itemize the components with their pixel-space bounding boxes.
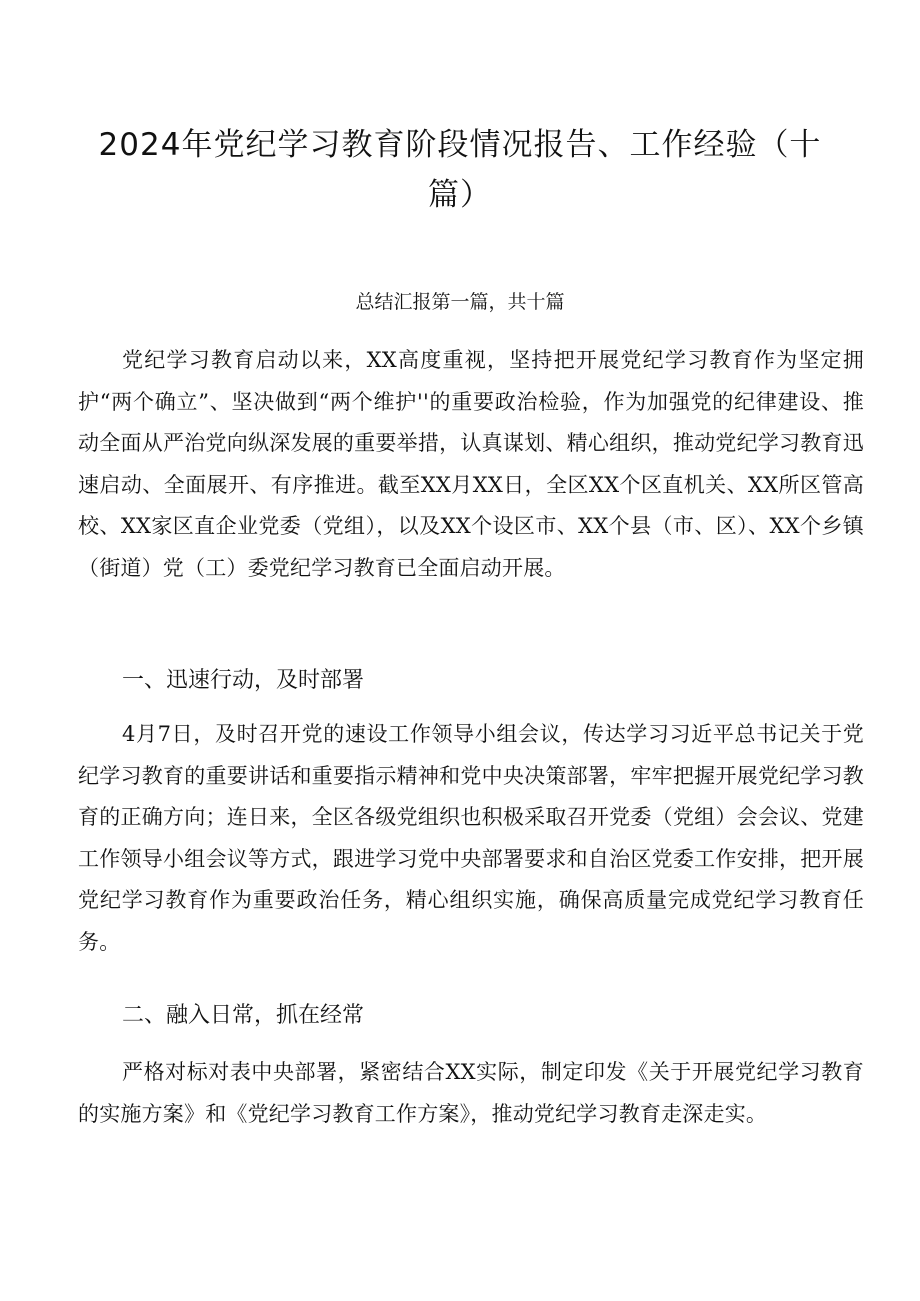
body-paragraph-3: 严格对标对表中央部署，紧密结合XX实际，制定印发《关于开展党纪学习教育的实施方案》和《党纪学习教育工作方案》，推动党纪学习教育走深走实。 (78, 1060, 864, 1126)
document-title: 2024年党纪学习教育阶段情况报告、工作经验（十篇） (98, 127, 822, 213)
section-heading-1: 一、迅速行动，及时部署 (122, 668, 365, 693)
section-heading-2: 二、融入日常，抓在经常 (122, 1003, 365, 1028)
body-paragraph-2: 4月7日，及时召开党的速设工作领导小组会议，传达学习习近平总书记关于党纪学习教育的重要讲话和重要指示精神和党中央决策部署，牢牢把握开展党纪学习教育的正确方向；连日来，全区各级党组织也积极采取召开党委（党组）会会议、党建工作领导小组会议等方式，跟进学习党中央部署要求和自治区党委工作安排，把开展党纪学习教育作为重要政治任务，精心组织实施，确保高质量完成党纪学习教育任务。 (78, 722, 864, 954)
body-paragraph-1: 党纪学习教育启动以来，XX高度重视，坚持把开展党纪学习教育作为坚定拥护“两个确立”、坚决做到“两个维护''的重要政治检验，作为加强党的纪律建设、推动全面从严治党向纵深发展的重要举措，认真谋划、精心组织，推动党纪学习教育迅速启动、全面展开、有序推进。截至XX月XX日，全区XX个区直机关、XX所区管高校、XX家区直企业党委（党组），以及XX个设区市、XX个县（市、区）、XX个乡镇（街道）党（工）委党纪学习教育已全面启动开展。 (78, 348, 864, 580)
document-subtitle: 总结汇报第一篇，共十篇 (355, 291, 565, 313)
